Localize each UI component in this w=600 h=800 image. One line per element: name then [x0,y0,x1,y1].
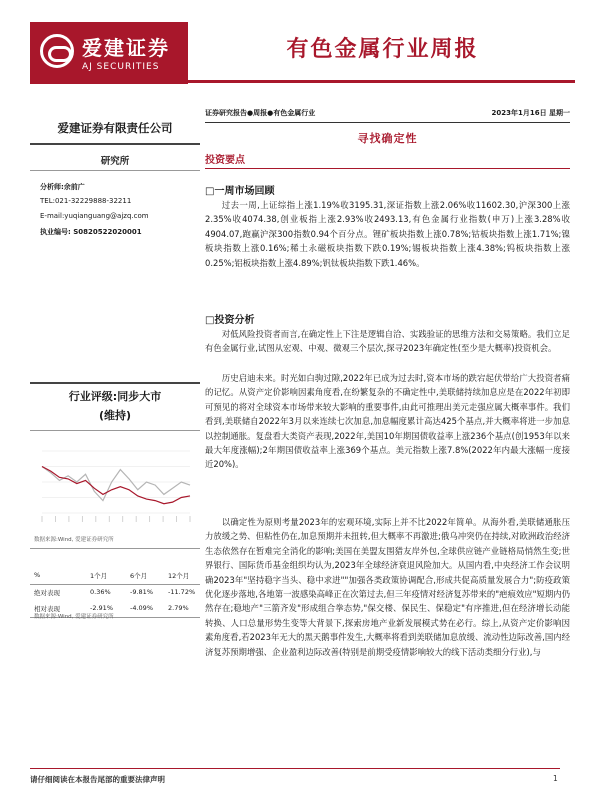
chart-x-tick [149,516,150,522]
page-number: 1 [553,774,558,783]
table-source: 数据来源:Wind, 爱建证券研究所 [34,614,114,620]
table-cell: -11.72% [168,588,196,596]
chart-x-tick [69,516,70,522]
header-divider [188,80,575,83]
rating-label: 行业评级:同步大市 [68,390,162,403]
chart-x-tick [122,516,123,522]
footer-divider [30,768,560,769]
chart-source: 数据来源:Wind, 爱建证券研究所 [34,537,114,543]
table-cell: 2.79% [168,604,189,612]
report-category: 证券研究报告●周报●有色金属行业 [205,109,316,117]
chart-x-tick [55,516,56,522]
table-cell: -4.09% [130,604,153,612]
table-row [30,585,200,601]
logo-mark-icon [40,34,74,68]
table-header-cell: % [34,571,41,579]
heading-investment-analysis: □投资分析 [205,315,255,326]
performance-table [30,568,200,618]
left-sidebar [30,100,200,800]
table-cell: 绝对表现 [34,589,60,597]
paragraph-3: 以确定性为原则考量2023年的宏观环境,实际上并不比2022年简单。从海外看,美联储通胀压力放缓之势、但粘性仍在,加息预期并未扭转,但大概率不再激进;俄乌冲突仍在持续,对欧洲政治经济生态依然存在暂难完全消化的影响;美国在美盟友围猎友岸外包,全球供应链产业链格局悄然生变;世界银行、国际货币基金组织均认为,2023年全球经济衰退风险加大。从国内看,中央经济工作会议明确2023年"坚持稳字当头、稳中求进""加强各类政策协调配合,形成共促高质量发展合力";防疫政策优化逐步落地,各地第一波感染高峰正在次第过去,但三年疫情对经济复苏带来的"疤痕效应"短期内仍然存在;稳地产"三箭齐发"形成组合拳态势,"保交楼、保民生、保稳定"有序推进,但在经济增长动能转换、人口总量形势生变等大背景下,探索房地产业新发展模式势在必行。综上,从资产定价影响因素角度看,若2023年无大的黑天鹅事件发生,大概率将看到美联储加息放缓、流动性边际改善,国内经济复苏预期增强、企业盈利边际改善(特别是前期受疫情影响较大的线下活动类细分行业),与 [205,517,570,657]
industry-rating [30,387,200,425]
logo-english-name: AJ SECURITIES [82,62,160,72]
chart-x-tick [163,516,164,522]
legal-notice[interactable]: 请仔细阅读在本报告尾部的重要法律声明 [30,775,165,784]
company-logo [30,22,188,84]
chart-x-tick [176,516,177,522]
report-header [30,22,575,84]
chart-x-tick [190,516,191,522]
paragraph-market-review: 过去一周,上证综指上涨1.19%收3195.31,深证指数上涨2.06%收11602.30,沪深300上涨2.35%收4074.38,创业板指上涨2.93%收2493.13,有色金属行业指数(申万)上涨3.28%收4904.07,跑赢沪深300指数0.94个百分点。锂矿板块指数上涨0.78%;钴板块指数上涨1.71%;镍板块指数上涨0.16%;稀土永磁板块指数下跌0.19%;锡板块指数上涨4.38%;钨板块指数上涨0.25%;铝板块指数上涨4.89%;钒钛板块指数下跌1.46%。 [205,200,570,268]
paragraph-2: 历史启迪未来。时光如白驹过隙,2022年已成为过去时,资本市场的跌宕起伏带给广大投资者痛的记忆。从资产定价影响因素角度看,在纷繁复杂的不确定性中,美联储持续加息应是在2022年初即可预见的将对全球资本市场带来较大影响的重要事件,由此可推理出美元走强应属大概率事件。我们看到,美联储自2022年3月以来连续七次加息,加息幅度累计高达425个基点,并大概率将进一步加息以控制通胀。复盘看大类资产表现,2022年,美国10年期国债收益率上涨236个基点(创1953年以来最大年度涨幅);2年期国债收益率上涨369个基点。美元指数上涨7.8%(2022年内最大涨幅一度接近20%)。 [205,373,570,470]
sidebar-divider [30,430,200,431]
table-cell: 0.36% [90,588,111,596]
chart-x-tick [42,516,43,522]
sidebar-divider [30,143,200,145]
performance-line-chart [36,445,196,527]
paragraph-1: 对低风险投资者而言,在确定性上下注是逻辑自洽、实践验证的思维方法和交易策略。我们立足有色金属行业,试图从宏观、中观、微观三个层次,探寻2023年确定性(至少是大概率)投资机会。 [205,329,570,354]
index-performance-chart [36,445,196,527]
table-header-cell: 6个月 [130,572,148,580]
analyst-email[interactable]: E-mail:yuqianguang@ajzq.com [40,212,149,220]
chart-x-tick [109,516,110,522]
institute-label: 研究所 [100,156,130,167]
chart-series-line [42,467,190,504]
chart-x-tick [136,516,137,522]
analyst-name: 分析师:余前广 [40,183,85,191]
report-title: 有色金属行业周报 [286,37,479,62]
heading-market-review: □一周市场回顾 [205,186,275,197]
table-header-cell: 12个月 [168,572,190,580]
table-cell: -2.91% [90,604,113,612]
section-heading: 投资要点 [205,155,245,166]
table-header-row [30,568,200,584]
table-cell: 相对表现 [34,605,60,613]
sidebar-divider [30,170,200,171]
report-subtitle: 寻找确定性 [357,132,418,145]
table-cell: -9.81% [130,588,153,596]
logo-chinese-name: 爱建证券 [82,36,170,60]
analyst-tel: TEL:021-32229888-32211 [40,197,132,205]
analyst-license: 执业编号: S0820522020001 [40,228,142,236]
chart-series-line [42,467,190,501]
chart-x-tick [95,516,96,522]
chart-x-tick [82,516,83,522]
sidebar-divider [30,382,200,384]
sidebar-divider [30,548,200,549]
section-divider [205,168,570,169]
rating-status: (维持) [98,409,132,422]
table-header-cell: 1个月 [90,572,108,580]
report-date: 2023年1月16日 星期一 [491,109,570,117]
company-name: 爱建证券有限责任公司 [57,121,173,135]
meta-divider [205,122,570,123]
